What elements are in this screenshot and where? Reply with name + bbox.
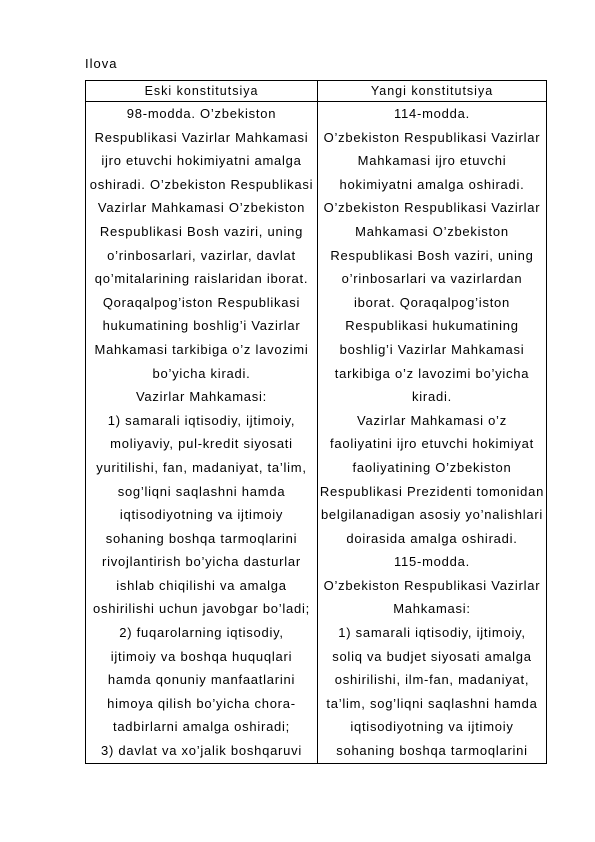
text-line: 98-modda. O’zbekiston bbox=[126, 106, 277, 121]
text-line: oshiradi. O’zbekiston Respublikasi bbox=[89, 176, 314, 192]
text-line: faoliyatini ijro etuvchi hokimiyat bbox=[330, 436, 534, 452]
text-line: ishlab chiqilishi va amalga bbox=[116, 577, 287, 593]
text-line: doirasida amalga oshiradi. bbox=[346, 530, 518, 546]
old-constitution-text bbox=[86, 102, 318, 764]
text-line: iborat. Qoraqalpog’iston bbox=[353, 294, 511, 310]
text-line: 2) fuqarolarning iqtisodiy, bbox=[119, 625, 284, 641]
text-line: Mahkamasi tarkibiga o’z lavozimi bbox=[94, 341, 309, 357]
text-line: Respublikasi Vazirlar Mahkamasi bbox=[94, 129, 309, 145]
text-line: sog’liqni saqlashni hamda bbox=[117, 483, 286, 499]
text-line: 115-modda. bbox=[394, 554, 470, 570]
text-line: sohaning boshqa tarmoqlarini bbox=[336, 743, 528, 759]
text-line: himoya qilish bo’yicha chora- bbox=[107, 695, 296, 711]
text-line: ta’lim, sog’liqni saqlashni hamda bbox=[326, 695, 538, 711]
table-header-row bbox=[86, 81, 547, 102]
text-line: moliyaviy, pul-kredit siyosati bbox=[110, 436, 293, 452]
text-line: tadbirlarni amalga oshiradi; bbox=[112, 719, 291, 735]
text-line: Mahkamasi: bbox=[393, 601, 471, 617]
text-line: oshirilishi uchun javobgar bo’ladi; bbox=[92, 601, 311, 617]
text-line: hukumatining boshlig’i Vazirlar bbox=[102, 318, 301, 334]
text-line: Qoraqalpog’iston Respublikasi bbox=[102, 294, 301, 310]
text-line: O’zbekiston Respublikasi Vazirlar bbox=[323, 129, 541, 145]
text-line: 3) davlat va xo’jalik boshqaruvi bbox=[100, 743, 303, 759]
text-line: rivojlantirish bo’yicha dasturlar bbox=[102, 554, 301, 570]
text-line: tarkibiga o’z lavozimi bo’yicha bbox=[334, 365, 530, 381]
text-line: soliq va budjet siyosati amalga bbox=[332, 648, 532, 664]
text-line: yuritilishi, fan, madaniyat, ta’lim, bbox=[96, 459, 307, 475]
text-line: Vazirlar Mahkamasi: bbox=[135, 389, 268, 405]
text-line: 1) samarali iqtisodiy, ijtimoiy, bbox=[338, 625, 526, 641]
appendix-heading: Ilova bbox=[85, 56, 118, 71]
text-line: Respublikasi Prezidenti tomonidan bbox=[319, 483, 545, 499]
text-line: qo’mitalarining raislaridan iborat. bbox=[94, 271, 309, 287]
text-line: 1) samarali iqtisodiy, ijtimoiy, bbox=[107, 412, 296, 428]
text-line: O’zbekiston Respublikasi Vazirlar bbox=[323, 200, 541, 216]
text-line: sohaning boshqa tarmoqlarini bbox=[105, 530, 298, 546]
text-line: Vazirlar Mahkamasi O’zbekiston bbox=[97, 200, 306, 216]
text-line: 114-modda. bbox=[394, 106, 470, 121]
new-constitution-text bbox=[318, 102, 547, 764]
text-line: o’rinbosarlari, vazirlar, davlat bbox=[107, 247, 296, 263]
text-line: hamda qonuniy manfaatlarini bbox=[107, 672, 296, 688]
text-line: ijtimoiy va boshqa huquqlari bbox=[110, 648, 293, 664]
text-line: Mahkamasi ijro etuvchi bbox=[357, 153, 507, 169]
text-line: iqtisodiyotning va ijtimoiy bbox=[350, 719, 514, 735]
text-line: ijro etuvchi hokimiyatni amalga bbox=[101, 153, 302, 169]
text-line: boshlig’i Vazirlar Mahkamasi bbox=[339, 341, 525, 357]
comparison-table bbox=[85, 80, 547, 764]
text-line: o’rinbosarlari va vazirlardan bbox=[341, 271, 523, 287]
text-line: belgilanadigan asosiy yo’nalishlari bbox=[320, 507, 544, 523]
text-line: bo’yicha kiradi. bbox=[152, 365, 251, 381]
text-line: Respublikasi Bosh vaziri, uning bbox=[99, 223, 304, 239]
text-line: faoliyatining O’zbekiston bbox=[352, 459, 512, 475]
column-header-new-constitution: Yangi konstitutsiya bbox=[318, 81, 547, 102]
column-header-old-constitution: Eski konstitutsiya bbox=[86, 81, 318, 102]
text-line: Vazirlar Mahkamasi o’z bbox=[357, 412, 507, 428]
text-line: Mahkamasi O’zbekiston bbox=[355, 223, 509, 239]
text-line: oshirilishi, ilm-fan, madaniyat, bbox=[334, 672, 530, 688]
text-line: hokimiyatni amalga oshiradi. bbox=[339, 176, 525, 192]
text-line: O’zbekiston Respublikasi Vazirlar bbox=[323, 577, 541, 593]
text-line: Respublikasi hukumatining bbox=[345, 318, 519, 334]
text-line: iqtisodiyotning va ijtimoiy bbox=[119, 507, 284, 523]
table-row bbox=[86, 102, 547, 764]
text-line: kiradi. bbox=[412, 389, 452, 405]
text-line: Respublikasi Bosh vaziri, uning bbox=[330, 247, 534, 263]
